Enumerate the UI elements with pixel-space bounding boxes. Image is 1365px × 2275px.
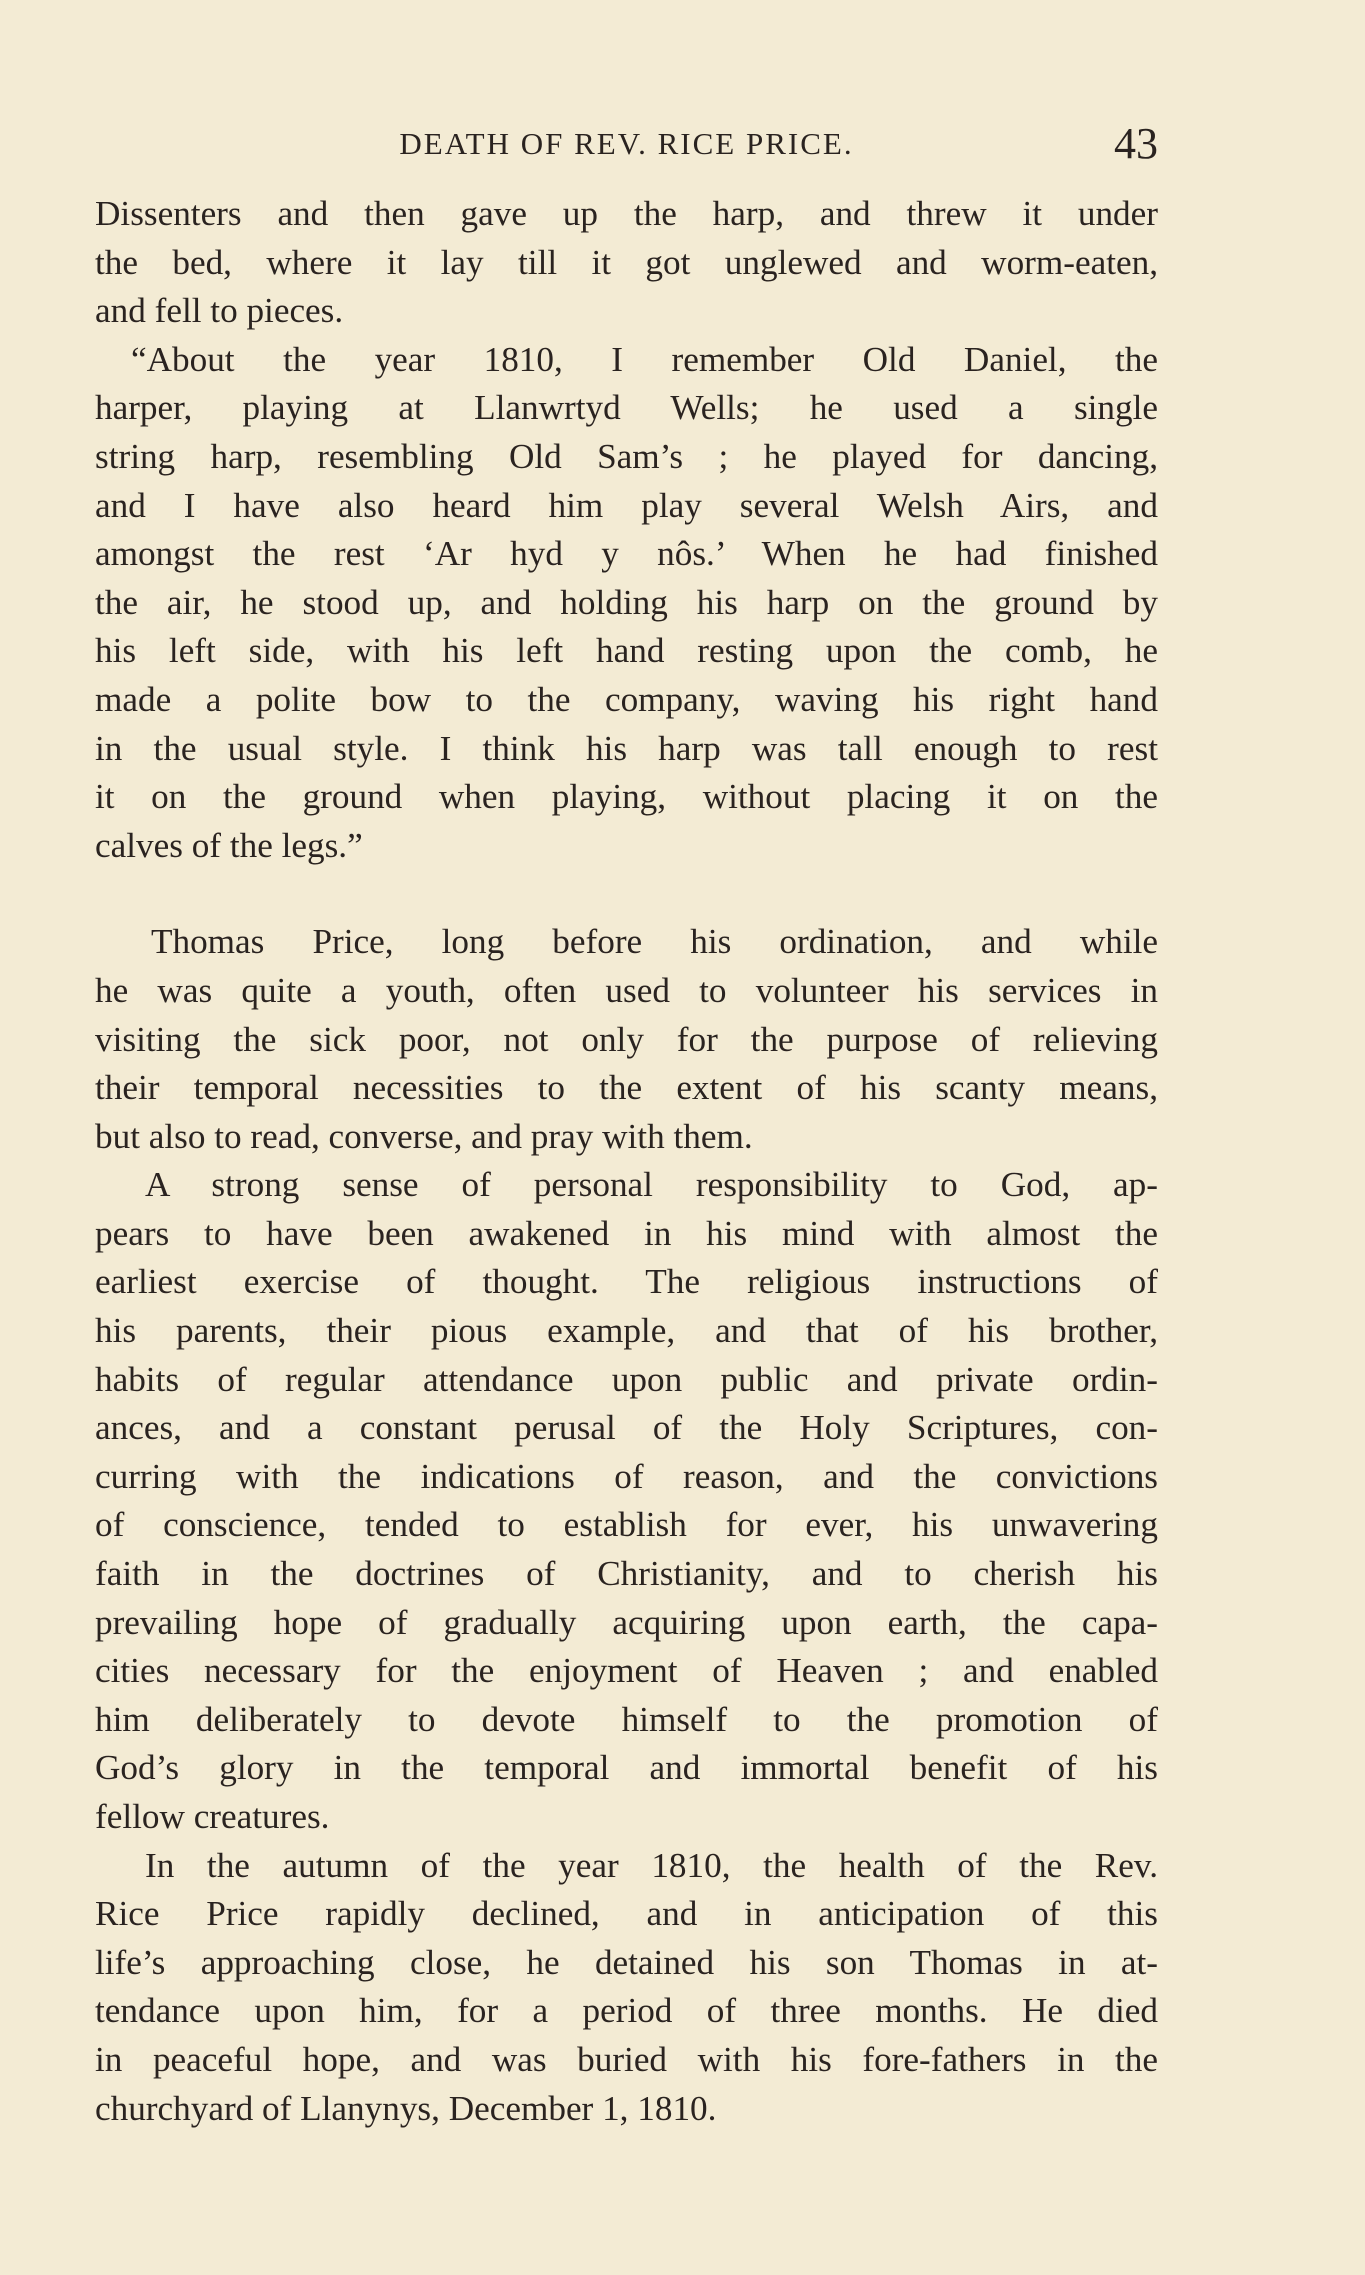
paragraph-gap bbox=[95, 870, 1158, 918]
text-line: visiting the sick poor, not only for the purpose of relieving bbox=[95, 1019, 1158, 1059]
text-line: and I have also heard him play several Welsh Airs, and bbox=[95, 485, 1158, 525]
text-line: cities necessary for the enjoyment of Heaven ; and enabled bbox=[95, 1651, 1158, 1691]
text-line: life’s approaching close, he detained his son Thomas in at- bbox=[95, 1942, 1158, 1982]
text-line: his left side, with his left hand resting upon the comb, he bbox=[95, 631, 1158, 671]
text-line: the air, he stood up, and holding his harp on the ground by bbox=[95, 582, 1158, 622]
text-line: faith in the doctrines of Christianity, and to cherish his bbox=[95, 1554, 1158, 1594]
text-line: Dissenters and then gave up the harp, and threw it under bbox=[95, 194, 1158, 233]
text-line: tendance upon him, for a period of three months. He died bbox=[95, 1991, 1158, 2031]
text-line: Thomas Price, long before his ordination, and while bbox=[151, 922, 1158, 962]
paragraph bbox=[95, 918, 1158, 1161]
text-line: but also to read, converse, and pray with them. bbox=[95, 1116, 753, 1156]
running-head: DEATH OF REV. RICE PRICE. bbox=[399, 126, 854, 161]
text-line: amongst the rest ‘Ar hyd y nôs.’ When he had finished bbox=[95, 534, 1158, 574]
text-line: he was quite a youth, often used to volunteer his services in bbox=[95, 970, 1158, 1010]
body-text bbox=[95, 190, 1158, 2133]
text-line: prevailing hope of gradually acquiring upon earth, the capa- bbox=[95, 1602, 1158, 1642]
text-line: their temporal necessities to the extent of his scanty means, bbox=[95, 1068, 1158, 1108]
text-line: made a polite bow to the company, waving his right hand bbox=[95, 679, 1158, 719]
text-line: earliest exercise of thought. The religious instructions of bbox=[95, 1262, 1158, 1302]
text-line: of conscience, tended to establish for ever, his unwavering bbox=[95, 1505, 1158, 1545]
paragraph bbox=[95, 1842, 1158, 2134]
page-header bbox=[95, 118, 1158, 168]
text-line: in the usual style. I think his harp was tall enough to rest bbox=[95, 728, 1158, 768]
text-line: habits of regular attendance upon public and private ordin- bbox=[95, 1359, 1158, 1399]
paragraph bbox=[95, 336, 1158, 871]
text-line: Rice Price rapidly declined, and in anticipation of this bbox=[95, 1894, 1158, 1934]
text-line: In the autumn of the year 1810, the health of the Rev. bbox=[145, 1845, 1158, 1885]
text-line: it on the ground when playing, without placing it on the bbox=[95, 777, 1158, 817]
text-line: the bed, where it lay till it got unglewed and worm-eaten, bbox=[95, 242, 1158, 282]
text-line: pears to have been awakened in his mind with almost the bbox=[95, 1213, 1158, 1253]
text-line: fellow creatures. bbox=[95, 1797, 330, 1836]
text-line: calves of the legs.” bbox=[95, 825, 363, 865]
text-line: A strong sense of personal responsibility to God, ap- bbox=[145, 1165, 1158, 1205]
text-line: churchyard of Llanynys, December 1, 1810. bbox=[95, 2088, 717, 2128]
paragraph bbox=[95, 1161, 1158, 1841]
text-line: “About the year 1810, I remember Old Daniel, the bbox=[131, 339, 1158, 379]
text-line: string harp, resembling Old Sam’s ; he played for dancing, bbox=[95, 436, 1158, 476]
text-line: his parents, their pious example, and that of his brother, bbox=[95, 1311, 1158, 1351]
text-line: curring with the indications of reason, and the convictions bbox=[95, 1456, 1158, 1496]
text-line: and fell to pieces. bbox=[95, 291, 344, 331]
text-line: in peaceful hope, and was buried with his fore-fathers in the bbox=[95, 2039, 1158, 2079]
text-line: God’s glory in the temporal and immortal benefit of his bbox=[95, 1748, 1158, 1788]
text-line: ances, and a constant perusal of the Holy Scriptures, con- bbox=[95, 1408, 1158, 1448]
text-line: harper, playing at Llanwrtyd Wells; he used a single bbox=[95, 388, 1158, 428]
paragraph bbox=[95, 190, 1158, 336]
page-number: 43 bbox=[1114, 119, 1158, 168]
text-line: him deliberately to devote himself to the promotion of bbox=[95, 1699, 1158, 1739]
